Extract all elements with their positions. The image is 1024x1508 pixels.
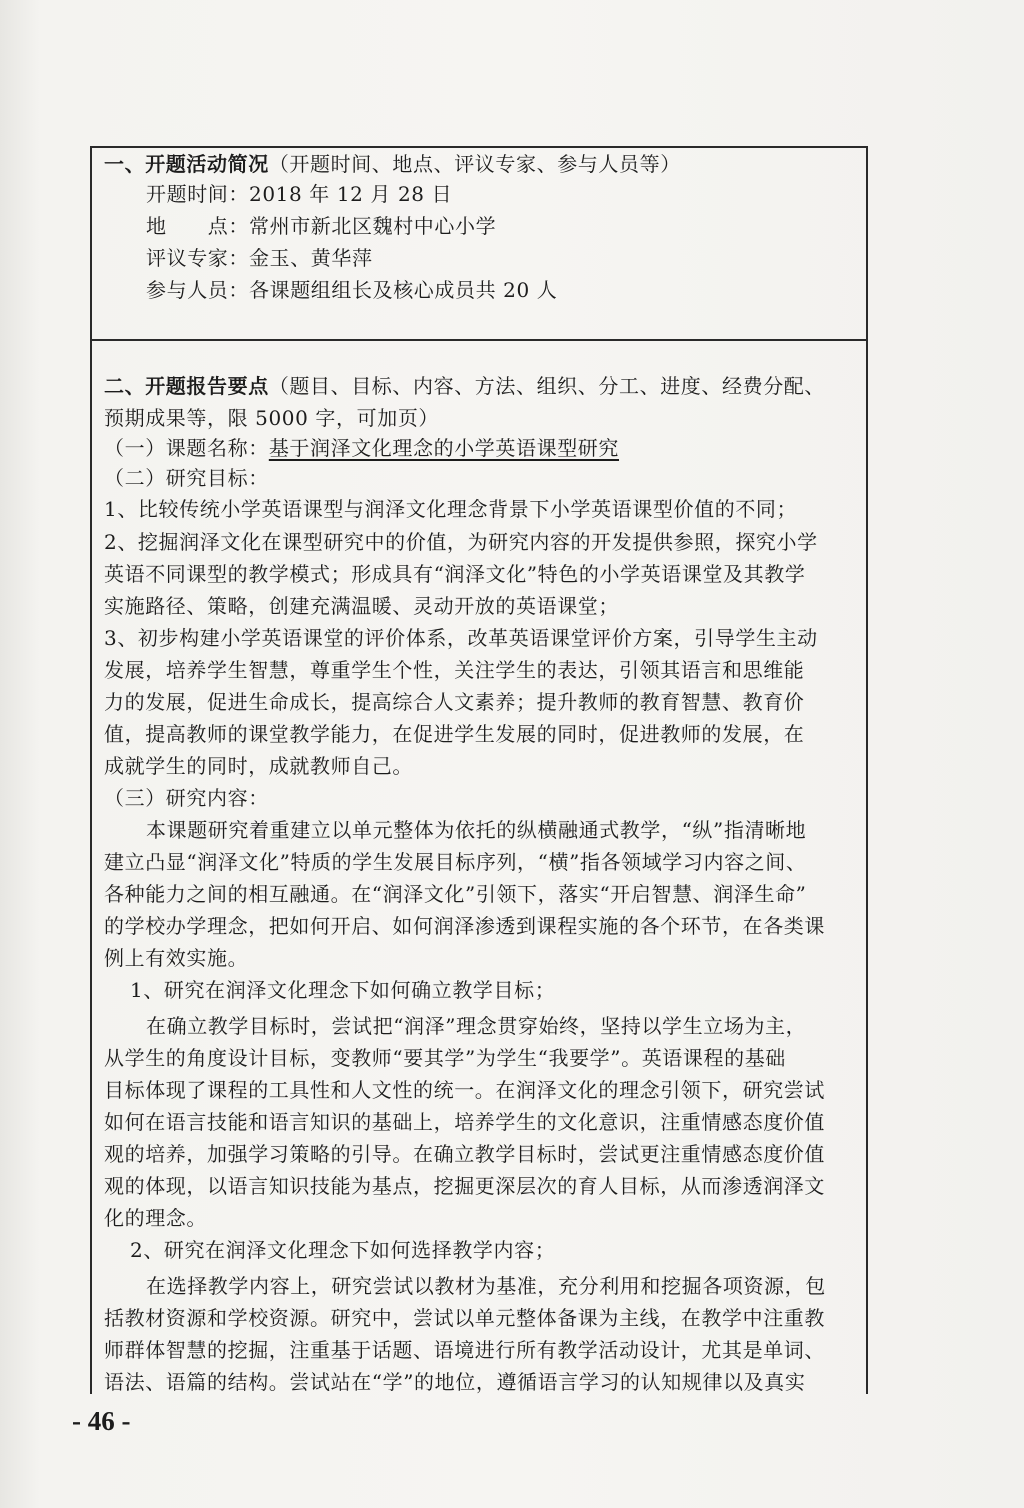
goal-line: 成就学生的同时，成就教师自己。 — [104, 754, 413, 778]
section1-heading: 一、开题活动简况 — [104, 152, 269, 176]
goals-label: （二）研究目标： — [104, 466, 269, 490]
item1-title: 1、研究在润泽文化理念下如何确立教学目标； — [130, 978, 556, 1002]
item1-text-line: 目标体现了课程的工具性和人文性的统一。在润泽文化的理念引领下，研究尝试 — [104, 1078, 825, 1102]
opening-time-row: 开题时间：2018 年 12 月 28 日 — [146, 182, 453, 206]
topic-value: 基于润泽文化理念的小学英语课型研究 — [268, 436, 620, 460]
section2-heading-line — [104, 372, 825, 400]
item1-text-line: 在确立教学目标时，尝试把“润泽”理念贯穿始终，坚持以学生立场为主， — [146, 1014, 807, 1038]
item1-text-line: 化的理念。 — [104, 1206, 207, 1230]
section2-heading-note-2: 预期成果等，限 5000 字，可加页） — [104, 406, 440, 430]
page-number: - 46 - — [72, 1406, 131, 1436]
goal-line: 3、初步构建小学英语课堂的评价体系，改革英语课堂评价方案，引导学生主动 — [104, 626, 818, 650]
item2-text-line: 括教材资源和学校资源。研究中，尝试以单元整体备课为主线，在教学中注重教 — [104, 1306, 825, 1330]
item1-text-line: 如何在语言技能和语言知识的基础上，培养学生的文化意识，注重情感态度价值 — [104, 1110, 825, 1134]
section1-heading-line — [104, 150, 681, 178]
goal-line: 1、比较传统小学英语课型与润泽文化理念背景下小学英语课型价值的不同； — [104, 497, 798, 521]
item2-text-line: 在选择教学内容上，研究尝试以教材为基准，充分利用和挖掘各项资源，包 — [146, 1274, 826, 1298]
section2-heading-note: （题目、目标、内容、方法、组织、分工、进度、经费分配、 — [268, 374, 826, 398]
item2-text-line: 语法、语篇的结构。尝试站在“学”的地位，遵循语言学习的认知规律以及真实 — [104, 1370, 806, 1394]
content-intro-line: 的学校办学理念，把如何开启、如何润泽渗透到课程实施的各个环节，在各类课 — [104, 914, 825, 938]
topic-label: （一）课题名称： — [104, 436, 269, 460]
content-intro-line: 各种能力之间的相互融通。在“润泽文化”引领下，落实“开启智慧、润泽生命” — [104, 882, 807, 906]
goal-line: 发展，培养学生智慧，尊重学生个性，关注学生的表达，引领其语言和思维能 — [104, 658, 805, 682]
item1-text-line: 从学生的角度设计目标，变教师“要其学”为学生“我要学”。英语课程的基础 — [104, 1046, 786, 1070]
location-row: 地 点：常州市新北区魏村中心小学 — [146, 214, 497, 238]
content-intro-line: 本课题研究着重建立以单元整体为依托的纵横融通式教学，“纵”指清晰地 — [146, 818, 807, 842]
goal-line: 实施路径、策略，创建充满温暖、灵动开放的英语课堂； — [104, 594, 619, 618]
content-intro-line: 例上有效实施。 — [104, 946, 249, 970]
participants-row: 参与人员：各课题组组长及核心成员共 20 人 — [146, 278, 558, 302]
section1-heading-note: （开题时间、地点、评议专家、参与人员等） — [268, 152, 681, 176]
content-label: （三）研究内容： — [104, 786, 269, 810]
goal-line: 值，提高教师的课堂教学能力，在促进学生发展的同时，促进教师的发展，在 — [104, 722, 805, 746]
item1-text-line: 观的培养，加强学习策略的引导。在确立教学目标时，尝试更注重情感态度价值 — [104, 1142, 825, 1166]
experts-row: 评议专家：金玉、黄华萍 — [146, 246, 373, 270]
goal-line: 力的发展，促进生命成长，提高综合人文素养；提升教师的教育智慧、教育价 — [104, 690, 805, 714]
item2-text-line: 师群体智慧的挖掘，注重基于话题、语境进行所有教学活动设计，尤其是单词、 — [104, 1338, 825, 1362]
item2-title: 2、研究在润泽文化理念下如何选择教学内容； — [130, 1238, 556, 1262]
topic-line — [104, 434, 619, 462]
goal-line: 英语不同课型的教学模式；形成具有“润泽文化”特色的小学英语课堂及其教学 — [104, 562, 806, 586]
goal-line: 2、挖掘润泽文化在课型研究中的价值，为研究内容的开发提供参照，探究小学 — [104, 530, 818, 554]
content-intro-line: 建立凸显“润泽文化”特质的学生发展目标序列，“横”指各领域学习内容之间、 — [104, 850, 807, 874]
section2-heading: 二、开题报告要点 — [104, 374, 269, 398]
item1-text-line: 观的体现，以语言知识技能为基点，挖掘更深层次的育人目标，从而渗透润泽文 — [104, 1174, 825, 1198]
